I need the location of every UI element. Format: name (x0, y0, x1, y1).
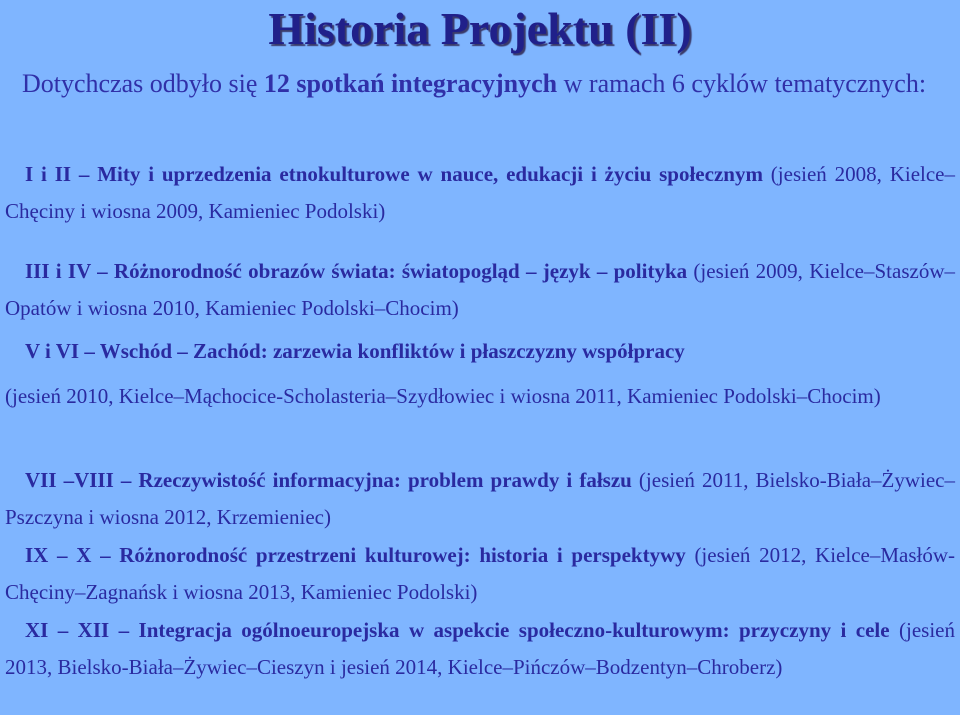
cycle-details: (jesień 2010, Kielce–Mąchocice-Scholasteria–Szydłowiec i wiosna 2011, Kamieniec Podolski–Chocim) (5, 384, 881, 408)
cycle-details: (jesień 2008, Kielce–Chęciny i wiosna 2009, Kamieniec Podolski) (5, 162, 955, 223)
cycle-item-4 (5, 462, 955, 536)
cycle-item-2 (5, 253, 955, 327)
cycle-label: III i IV – Różnorodność obrazów świata: światopogląd – język – polityka (25, 259, 688, 283)
cycle-label: IX – X – Różnorodność przestrzeni kulturowej: historia i perspektywy (25, 543, 686, 567)
cycle-details: (jesień 2013, Bielsko-Biała–Żywiec–Cieszyn i jesień 2014, Kielce–Pińczów–Bodzentyn–Chroberz) (5, 618, 955, 679)
cycle-label: V i VI – Wschód – Zachód: zarzewia konfliktów i płaszczyzny współpracy (25, 339, 685, 363)
intro-part1: Dotychczas odbyło się (22, 69, 264, 98)
cycle-item-6 (5, 612, 955, 686)
cycle-label: XI – XII – Integracja ogólnoeuropejska w aspekcie społeczno-kulturowym: przyczyny i cele (25, 618, 890, 642)
cycle-details: (jesień 2009, Kielce–Staszów–Opatów i wiosna 2010, Kamieniec Podolski–Chocim) (5, 259, 955, 320)
cycle-item-1 (5, 156, 955, 230)
cycle-item-3 (5, 333, 955, 415)
intro-text (22, 64, 942, 104)
cycle-details: (jesień 2012, Kielce–Masłów-Chęciny–Zagnańsk i wiosna 2013, Kamieniec Podolski) (5, 543, 956, 604)
intro-bold: 12 spotkań integracyjnych (263, 69, 558, 98)
page-title: Historia Projektu (II) (268, 3, 692, 54)
cycle-item-5 (5, 537, 955, 611)
intro-part2: w ramach 6 cyklów tematycznych: (557, 69, 927, 98)
cycle-details: (jesień 2011, Bielsko-Biała–Żywiec–Pszczyna i wiosna 2012, Krzemieniec) (5, 468, 955, 529)
cycle-label: VII –VIII – Rzeczywistość informacyjna: problem prawdy i fałszu (25, 468, 632, 492)
cycle-label: I i II – Mity i uprzedzenia etnokulturowe w nauce, edukacji i życiu społecznym (25, 162, 763, 186)
